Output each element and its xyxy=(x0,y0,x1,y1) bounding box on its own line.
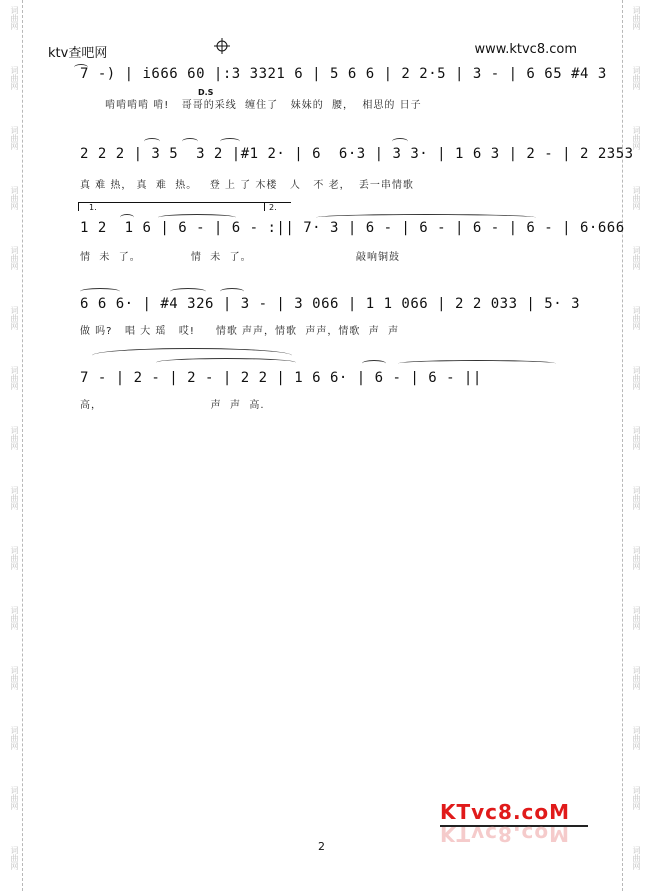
slur xyxy=(170,288,206,295)
side-watermark: 词曲网 xyxy=(10,66,19,90)
side-watermark: 词曲网 xyxy=(10,426,19,450)
brand-logo-text: KTvc8.coM xyxy=(440,800,571,824)
slur xyxy=(156,358,296,367)
side-watermark: 词曲网 xyxy=(632,846,641,870)
brand-logo xyxy=(440,800,571,846)
side-watermark: 词曲网 xyxy=(10,726,19,750)
slur xyxy=(220,288,244,295)
volta-bracket-1: 1. xyxy=(78,202,269,211)
side-watermark: 词曲网 xyxy=(10,306,19,330)
slur xyxy=(182,138,198,145)
slur xyxy=(362,360,386,367)
side-watermark: 词曲网 xyxy=(632,426,641,450)
site-name-left: ktv查吧网 xyxy=(48,46,108,61)
ds-mark: D.S xyxy=(198,88,214,97)
side-watermark: 词曲网 xyxy=(632,6,641,30)
side-watermark: 词曲网 xyxy=(632,666,641,690)
side-watermark: 词曲网 xyxy=(10,846,19,870)
left-watermark-column xyxy=(2,0,22,891)
side-watermark: 词曲网 xyxy=(632,546,641,570)
side-watermark: 词曲网 xyxy=(632,606,641,630)
side-watermark: 词曲网 xyxy=(632,366,641,390)
right-border-line xyxy=(622,0,623,891)
side-watermark: 词曲网 xyxy=(10,486,19,510)
side-watermark: 词曲网 xyxy=(10,546,19,570)
lyrics-line: 情 未 了。 情 未 了。 敲响铜鼓 xyxy=(80,252,401,263)
side-watermark: 词曲网 xyxy=(10,606,19,630)
side-watermark: 词曲网 xyxy=(632,486,641,510)
side-watermark: 词曲网 xyxy=(632,246,641,270)
brand-logo-reflection: KTvc8.coM xyxy=(440,822,571,846)
side-watermark: 词曲网 xyxy=(10,126,19,150)
page-number: 2 xyxy=(318,840,325,853)
left-border-line xyxy=(22,0,23,891)
notation-line: 2 2 2 | 3 5 3 2 |#1 2· | 6 6·3 | 3 3· | 1 6 3 | 2 - | 2 2353 xyxy=(80,146,634,162)
side-watermark: 词曲网 xyxy=(632,186,641,210)
right-watermark-column xyxy=(624,0,644,891)
lyrics-line: 真 难 热， 真 难 热。 登 上 了 木楼 人 不 老， 丢一串情歌 xyxy=(80,180,414,191)
site-url-right: www.ktvc8.com xyxy=(474,42,577,57)
side-watermark: 词曲网 xyxy=(632,786,641,810)
notation-line: 7 - | 2 - | 2 - | 2 2 | 1 6 6· | 6 - | 6 - || xyxy=(80,370,482,386)
lyrics-line: 啃啃啃啃 啃! 哥哥的采线 缠住了 妹妹的 腰， 相思的 日子 xyxy=(80,100,422,111)
registration-mark-icon xyxy=(214,38,230,54)
slur xyxy=(80,288,120,295)
notation-line: 1 2 1 6 | 6 - | 6 - :|| 7· 3 | 6 - | 6 - | 6 - | 6 - | 6·666 xyxy=(80,220,625,236)
lyrics-line: 做 吗? 唱 大 瑶 哎! 情歌 声声，情歌 声声，情歌 声 声 xyxy=(80,326,400,337)
side-watermark: 词曲网 xyxy=(10,246,19,270)
side-watermark: 词曲网 xyxy=(632,126,641,150)
slur xyxy=(144,138,160,145)
volta-bracket-2: 2. xyxy=(264,202,291,211)
side-watermark: 词曲网 xyxy=(10,366,19,390)
side-watermark: 词曲网 xyxy=(632,726,641,750)
side-watermark: 词曲网 xyxy=(10,6,19,30)
slur xyxy=(398,360,556,367)
notation-line: 7 -) | i666 60 |:3 3321 6 | 5 6 6 | 2 2·5 | 3 - | 6 65 #4 3 xyxy=(80,66,607,82)
side-watermark: 词曲网 xyxy=(632,306,641,330)
side-watermark: 词曲网 xyxy=(10,786,19,810)
slur xyxy=(392,138,408,145)
lyrics-line: 高， 声 声 高. xyxy=(80,400,265,411)
slur xyxy=(220,138,240,145)
side-watermark: 词曲网 xyxy=(10,186,19,210)
notation-line: 6 6 6· | #4 326 | 3 - | 3 066 | 1 1 066 | 2 2 033 | 5· 3 xyxy=(80,296,581,312)
side-watermark: 词曲网 xyxy=(10,666,19,690)
side-watermark: 词曲网 xyxy=(632,66,641,90)
